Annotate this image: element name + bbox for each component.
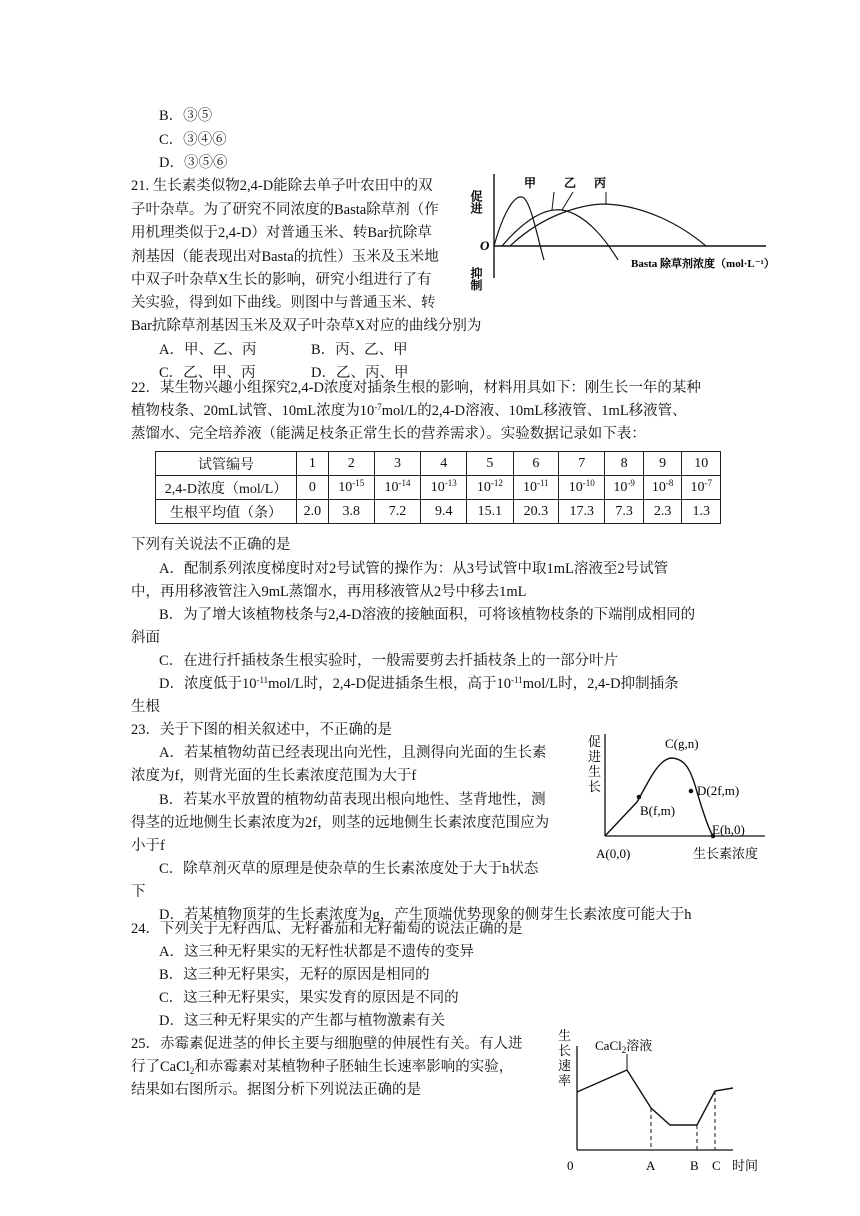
q21-line-1: 21. 生长素类似物2,4-D能除去单子叶农田中的双 [131,178,433,194]
q25-y-label-2: 长 [558,1043,572,1058]
q21-label-jia: 甲 [524,176,537,190]
q22-option-b-1: B．为了增大该植物枝条与2,4-D溶液的接触面积，可将该植物枝条的下端削成相同的 [159,607,696,623]
q25-y-label-4: 率 [558,1073,572,1088]
q21-label-bing: 丙 [594,176,607,190]
q23-point-b [637,795,642,800]
q25-y-label-3: 速 [558,1058,572,1073]
q23-label-e: E(h,0) [712,822,745,837]
q21-y-up-label: 促进 [469,190,483,214]
table-cell: 1.3 [682,500,721,524]
q23-stem: 23．关于下图的相关叙述中，不正确的是 [131,722,392,738]
table-cell: 6 [513,452,559,476]
table-cell: $10^{-9}$ [605,476,644,500]
q25-figure [555,1028,770,1188]
table-cell: 9 [643,452,682,476]
table-cell: $10^{-8}$ [643,476,682,500]
q25-line-3: 结果如右图所示。据图分析下列说法正确的是 [131,1082,421,1098]
table-cell: $10^{-7}$ [682,476,721,500]
q21-curve-bing [510,204,706,246]
q24-option-b: B．这三种无籽果实，无籽的原因是相同的 [159,967,430,983]
q25-tick-a: A [646,1158,656,1173]
q23-option-d: D．若某植物顶芽的生长素浓度为g，产生顶端优势现象的侧芽生长素浓度可能大于h [159,907,692,923]
q24-stem: 24．下列关于无籽西瓜、无籽番茄和无籽葡萄的说法正确的是 [131,921,523,937]
q23-y-label-2: 进 [588,749,602,764]
q22-data-table [155,451,721,524]
q21-figure [466,170,776,300]
q23-y-label-4: 长 [588,779,602,794]
table-cell: $10^{-15}$ [328,476,374,500]
q22-stem: 下列有关说法不正确的是 [131,537,291,553]
table-cell: $10^{-14}$ [374,476,420,500]
q25-curve [577,1070,733,1125]
q25-origin: 0 [567,1158,574,1173]
option-b: B．③⑤ [159,108,213,124]
table-cell: 17.3 [559,500,605,524]
option-d: D．③⑤⑥ [159,155,228,171]
q23-option-a-1: A．若某植物幼苗已经表现出向光性，且测得向光面的生长素 [159,745,547,761]
option-c: C．③④⑥ [159,132,227,148]
q23-x-label: 生长素浓度 [693,846,759,861]
table-row [156,452,721,476]
q23-label-c: C(g,n) [665,736,699,751]
q22-option-b-2: 斜面 [131,630,160,646]
q22-line-3: 蒸馏水、完全培养液（能满足枝条正常生长的营养需求）。实验数据记录如下表： [131,426,646,442]
table-cell: $10^{-12}$ [467,476,513,500]
table-cell: 15.1 [467,500,513,524]
table-cell: 20.3 [513,500,559,524]
table-cell: 8 [605,452,644,476]
q21-line-6: 关实验，得到如下曲线。则图中与普通玉米、转 [131,295,436,311]
q22-option-d-1: D．浓度低于$10^{-11}mol/L$时，2,4-D促进插条生根，高于$10^{-11}mol/L$时，2,4-D抑制插条 [159,675,679,692]
q23-option-b-1: B．若某水平放置的植物幼苗表现出根向地性、茎背地性，测 [159,792,546,808]
q22-option-d-2: 生根 [131,699,160,715]
q24-option-d: D．这三种无籽果实的产生都与植物激素有关 [159,1013,445,1029]
table-cell: 3.8 [328,500,374,524]
q23-option-c-2: 下 [131,884,146,900]
q25-tick-b: B [690,1158,699,1173]
q21-option-a: A．甲、乙、丙 [159,342,257,358]
table-row [156,476,721,500]
q21-curve-yi [502,210,618,260]
q24-option-c: C．这三种无籽果实，果实发育的原因是不同的 [159,990,459,1006]
q23-y-label-3: 生 [588,764,602,779]
table-cell: 7.2 [374,500,420,524]
q23-point-d [689,789,694,794]
q21-line-5: 中双子叶杂草X生长的影响，研究小组进行了有 [131,272,432,288]
table-cell: 5 [467,452,513,476]
q22-line-2: 植物枝条、20mL试管、10mL浓度为$10^{-7}mol/L$的2,4-D溶液、10mL移液管、1mL移液管、 [131,402,687,419]
table-cell: $10^{-11}$ [513,476,559,500]
q23-option-b-2: 得茎的近地侧生长素浓度为2f，则茎的远地侧生长素浓度范围应为 [131,815,550,831]
table-cell: 2 [328,452,374,476]
table-cell: $10^{-10}$ [559,476,605,500]
q21-y-down-label: 抑制 [469,267,483,291]
q24-option-a: A．这三种无籽果实的无籽性状都是不遗传的变异 [159,944,474,960]
q22-option-a-2: 中，再用移液管注入9mL蒸馏水，再用移液管从2号中移去1mL [131,584,527,600]
table-cell: 1 [297,452,329,476]
q21-origin: O [480,238,490,253]
q23-label-d: D(2f,m) [697,783,740,798]
q22-option-c: C．在进行扦插枝条生根实验时，一般需要剪去扦插枝条上的一部分叶片 [159,653,619,669]
table-cell: 0 [297,476,329,500]
q23-option-a-2: 浓度为f，则背光面的生长素浓度范围为大于f [131,768,417,784]
q22-option-a-1: A．配制系列浓度梯度时对2号试管的操作为：从3号试管中取1mL溶液至2号试管 [159,561,669,577]
q21-label-yi: 乙 [564,176,577,190]
q25-x-label: 时间 [732,1158,759,1173]
q25-line-1: 25．赤霉素促进茎的伸长主要与细胞壁的伸展性有关。有人进 [131,1036,523,1052]
table-cell: 7.3 [605,500,644,524]
table-header-concentration: 2,4-D浓度（mol/L） [156,476,297,500]
q25-annotation: CaCl$_2$溶液 [595,1038,653,1055]
q21-option-c: C．乙、甲、丙 [159,365,256,381]
q21-x-label: Basta 除草剂浓度（mol·L⁻¹） [631,258,775,270]
q23-option-c-1: C．除草剂灭草的原理是使杂草的生长素浓度处于大于h状态 [159,861,539,877]
q21-line-2: 子叶杂草。为了研究不同浓度的Basta除草剂（作 [131,202,439,218]
q23-option-b-3: 小于f [131,838,165,854]
q21-option-b: B．丙、乙、甲 [311,342,408,358]
q23-y-label-1: 促 [588,734,602,749]
q25-tick-c: C [712,1158,721,1173]
q21-line-4: 剂基因（能表现出对Basta的抗性）玉米及玉米地 [131,249,439,265]
q23-label-b: B(f,m) [640,803,676,818]
table-cell: 3 [374,452,420,476]
table-cell: $10^{-13}$ [421,476,467,500]
table-cell: 2.3 [643,500,682,524]
q23-figure [585,730,775,870]
q21-line-3: 用机理类似于2,4-D）对普通玉米、转Bar抗除草 [131,225,432,241]
q22-line-1: 22．某生物兴趣小组探究2,4-D浓度对插条生根的影响，材料用具如下：刚生长一年的某种 [131,380,701,396]
table-cell: 10 [682,452,721,476]
table-header-tube: 试管编号 [156,452,297,476]
q21-line-7: Bar抗除草剂基因玉米及双子叶杂草X对应的曲线分别为 [131,318,482,334]
table-row [156,500,721,524]
table-cell: 9.4 [421,500,467,524]
q23-label-a: A(0,0) [596,846,631,861]
table-cell: 7 [559,452,605,476]
table-cell: 4 [421,452,467,476]
q25-line-2: 行了CaCl$_2$和赤霉素对某植物种子胚轴生长速率影响的实验， [131,1059,514,1076]
table-header-roots: 生根平均值（条） [156,500,297,524]
table-cell: 2.0 [297,500,329,524]
q25-y-label-1: 生 [558,1028,572,1043]
q21-option-d: D．乙、丙、甲 [311,365,409,381]
